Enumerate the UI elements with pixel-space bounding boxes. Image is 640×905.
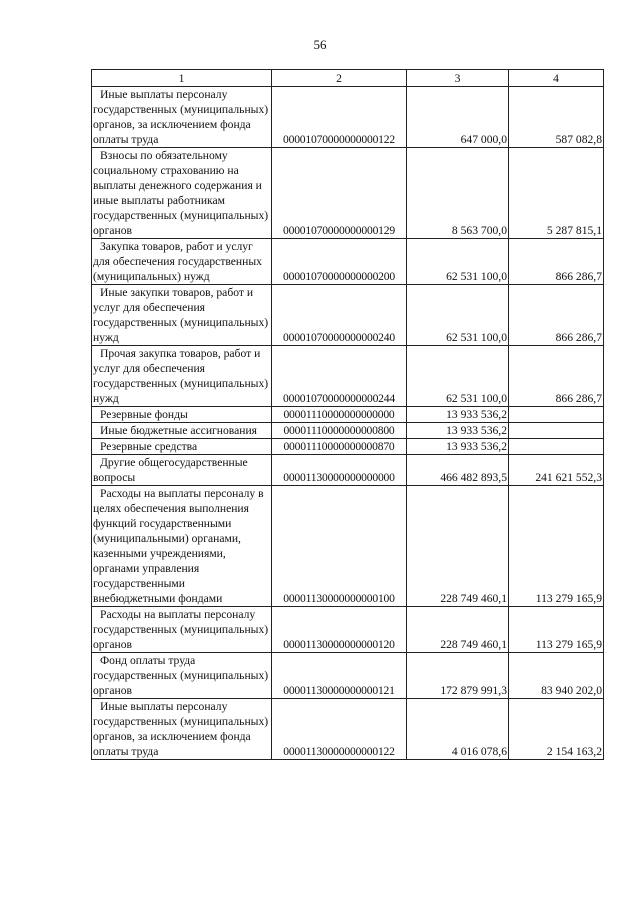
- planned-amount: 466 482 893,5: [407, 455, 509, 486]
- budget-code: 00001070000000000240: [272, 285, 407, 346]
- actual-amount: 866 286,7: [509, 285, 604, 346]
- actual-amount: 866 286,7: [509, 239, 604, 285]
- table-row: [92, 285, 604, 346]
- table-row: [92, 407, 604, 423]
- expense-name: Фонд оплаты труда государственных (муниципальных) органов: [92, 653, 272, 699]
- budget-code: 00001130000000000100: [272, 486, 407, 607]
- planned-amount: 8 563 700,0: [407, 148, 509, 239]
- column-header-1: 1: [92, 70, 272, 87]
- budget-table: [91, 69, 604, 760]
- planned-amount: 228 749 460,1: [407, 486, 509, 607]
- budget-code: 00001130000000000122: [272, 699, 407, 760]
- table-row: [92, 148, 604, 239]
- planned-amount: 4 016 078,6: [407, 699, 509, 760]
- planned-amount: 647 000,0: [407, 87, 509, 148]
- expense-name: Иные выплаты персоналу государственных (муниципальных) органов, за исключением фонда оплаты труда: [92, 87, 272, 148]
- table-row: [92, 346, 604, 407]
- expense-name: Расходы на выплаты персоналу государственных (муниципальных) органов: [92, 607, 272, 653]
- planned-amount: 62 531 100,0: [407, 346, 509, 407]
- table-row: [92, 699, 604, 760]
- table-row: [92, 423, 604, 439]
- expense-name: Взносы по обязательному социальному страхованию на выплаты денежного содержания и иные выплаты работникам государственных (муниципальных) органов: [92, 148, 272, 239]
- table-row: [92, 607, 604, 653]
- actual-amount: 2 154 163,2: [509, 699, 604, 760]
- planned-amount: 13 933 536,2: [407, 439, 509, 455]
- column-header-4: 4: [509, 70, 604, 87]
- actual-amount: 241 621 552,3: [509, 455, 604, 486]
- expense-name: Закупка товаров, работ и услуг для обеспечения государственных (муниципальных) нужд: [92, 239, 272, 285]
- table-row: [92, 653, 604, 699]
- budget-code: 00001130000000000121: [272, 653, 407, 699]
- budget-code: 00001070000000000200: [272, 239, 407, 285]
- budget-code: 00001110000000000800: [272, 423, 407, 439]
- column-header-2: 2: [272, 70, 407, 87]
- table-row: [92, 486, 604, 607]
- budget-code: 00001130000000000000: [272, 455, 407, 486]
- page-number: 56: [313, 37, 327, 52]
- expense-name: Другие общегосударственные вопросы: [92, 455, 272, 486]
- budget-code: 00001130000000000120: [272, 607, 407, 653]
- table-row: [92, 239, 604, 285]
- budget-code: 00001070000000000129: [272, 148, 407, 239]
- expense-name: Прочая закупка товаров, работ и услуг для обеспечения государственных (муниципальных) нужд: [92, 346, 272, 407]
- planned-amount: 62 531 100,0: [407, 239, 509, 285]
- actual-amount: [509, 439, 604, 455]
- actual-amount: 587 082,8: [509, 87, 604, 148]
- budget-code: 00001110000000000870: [272, 439, 407, 455]
- planned-amount: 172 879 991,3: [407, 653, 509, 699]
- planned-amount: 13 933 536,2: [407, 423, 509, 439]
- expense-name: Иные закупки товаров, работ и услуг для обеспечения государственных (муниципальных) нужд: [92, 285, 272, 346]
- expense-name: Резервные фонды: [92, 407, 272, 423]
- planned-amount: 228 749 460,1: [407, 607, 509, 653]
- actual-amount: 113 279 165,9: [509, 607, 604, 653]
- expense-name: Резервные средства: [92, 439, 272, 455]
- table-row: [92, 439, 604, 455]
- budget-code: 00001070000000000122: [272, 87, 407, 148]
- table-header-row: [92, 70, 604, 87]
- actual-amount: 5 287 815,1: [509, 148, 604, 239]
- planned-amount: 62 531 100,0: [407, 285, 509, 346]
- actual-amount: 83 940 202,0: [509, 653, 604, 699]
- table-row: [92, 455, 604, 486]
- column-header-3: 3: [407, 70, 509, 87]
- actual-amount: 113 279 165,9: [509, 486, 604, 607]
- expense-name: Иные бюджетные ассигнования: [92, 423, 272, 439]
- budget-code: 00001070000000000244: [272, 346, 407, 407]
- budget-code: 00001110000000000000: [272, 407, 407, 423]
- expense-name: Расходы на выплаты персоналу в целях обеспечения выполнения функций государственными (муниципальными) органами, казенными учреждениями, органами управления государственными внебюджетными фондами: [92, 486, 272, 607]
- planned-amount: 13 933 536,2: [407, 407, 509, 423]
- expense-name: Иные выплаты персоналу государственных (муниципальных) органов, за исключением фонда оплаты труда: [92, 699, 272, 760]
- actual-amount: 866 286,7: [509, 346, 604, 407]
- actual-amount: [509, 423, 604, 439]
- table-row: [92, 87, 604, 148]
- actual-amount: [509, 407, 604, 423]
